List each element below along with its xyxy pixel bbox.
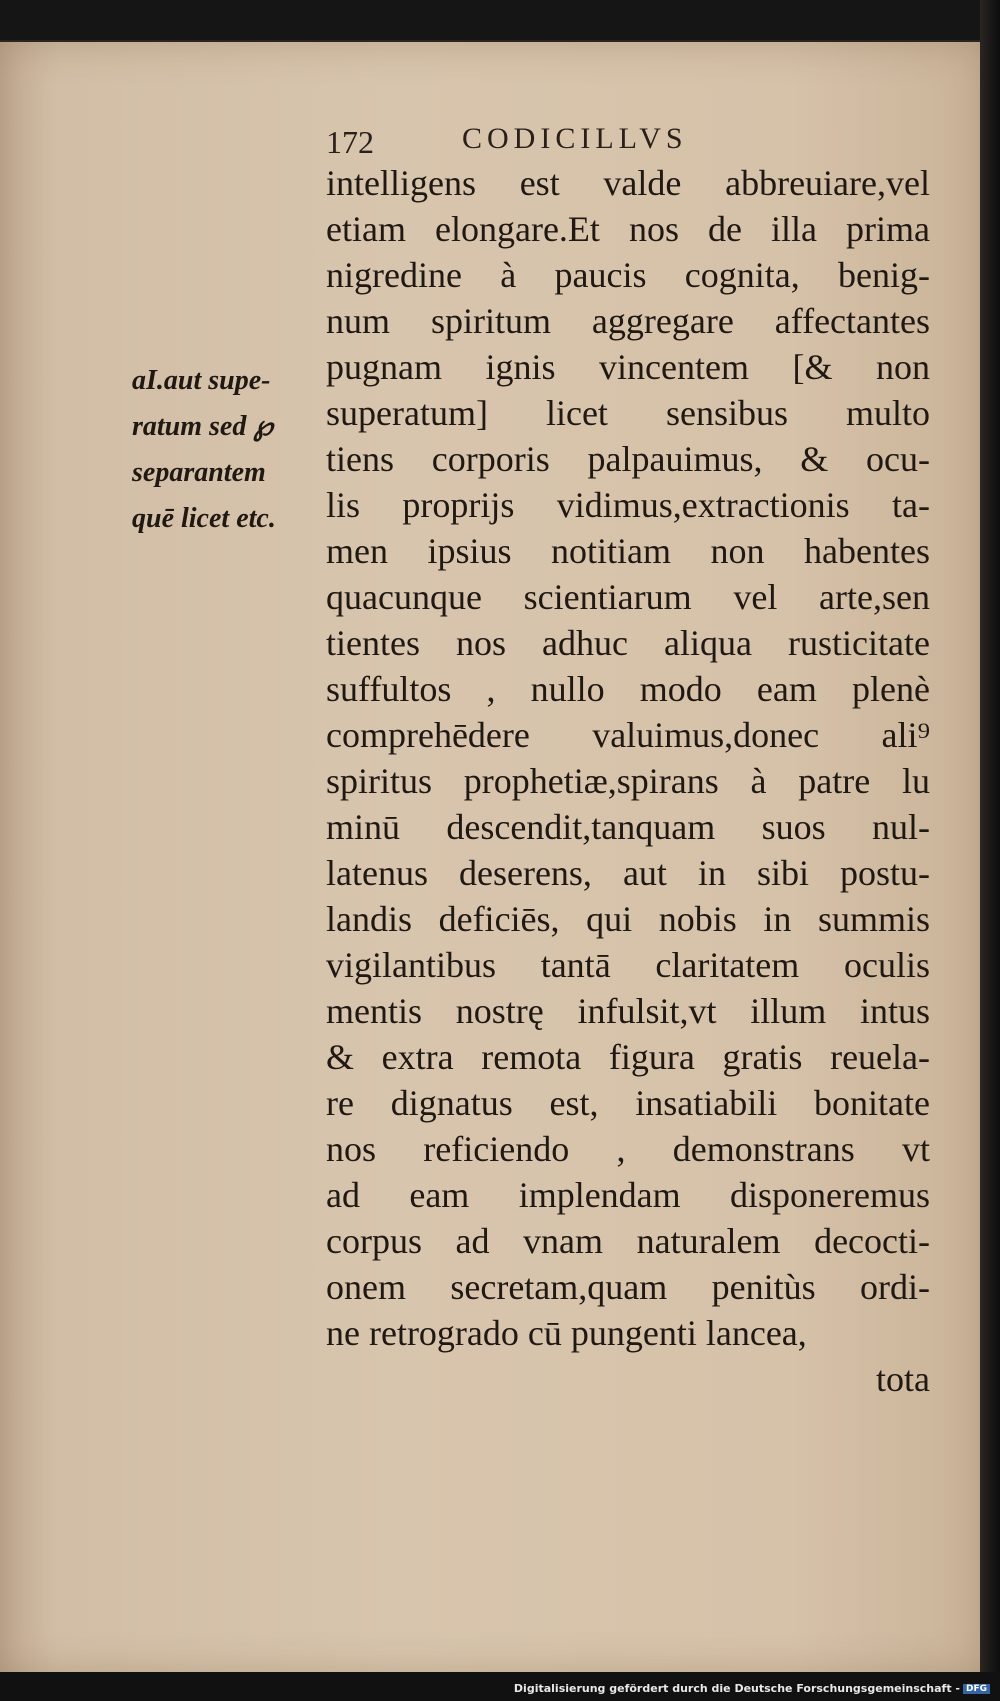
- marginal-note-line: separantem: [132, 457, 266, 488]
- text-line: nigredine à paucis cognita, benig-: [326, 255, 930, 295]
- text-line: superatum] licet sensibus multo: [326, 393, 930, 433]
- text-line: quacunque scientiarum vel arte,sen: [326, 577, 930, 617]
- text-line: onem secretam,quam penitùs ordi-: [326, 1267, 930, 1307]
- text-line: minū descendit,tanquam suos nul-: [326, 807, 930, 847]
- body-text: [326, 160, 930, 1402]
- binding-edge: [980, 0, 1000, 1701]
- text-line: ne retrogrado cū pungenti lancea,: [326, 1313, 807, 1353]
- credit-text: Digitalisierung gefördert durch die Deutsche Forschungsgemeinschaft -: [513, 1682, 960, 1695]
- running-title: CODICILLVS: [462, 122, 688, 155]
- text-line: num spiritum aggregare affectantes: [326, 301, 930, 341]
- marginal-note-line: aI.aut supe-: [132, 365, 271, 396]
- marginal-note-line: ratum sed ℘: [132, 411, 273, 442]
- text-line: etiam elongare.Et nos de illa prima: [326, 209, 930, 249]
- text-line: corpus ad vnam naturalem decocti-: [326, 1221, 930, 1261]
- text-line: tiens corporis palpauimus, & ocu-: [326, 439, 930, 479]
- text-line: spiritus prophetiæ,spirans à patre lu: [326, 761, 930, 801]
- marginal-note-line: quē licet etc.: [132, 503, 276, 534]
- text-line: lis proprijs vidimus,extractionis ta-: [326, 485, 930, 525]
- text-line: comprehēdere valuimus,donec ali⁹: [326, 715, 930, 755]
- text-line: & extra remota figura gratis reuela-: [326, 1037, 930, 1077]
- text-line: intelligens est valde abbreuiare,vel: [326, 163, 930, 203]
- text-line: men ipsius notitiam non habentes: [326, 531, 930, 571]
- text-line: vigilantibus tantā claritatem oculis: [326, 945, 930, 985]
- dfg-logo: DFG: [963, 1684, 990, 1694]
- text-line: nos reficiendo , demonstrans vt: [326, 1129, 930, 1169]
- text-line: latenus deserens, aut in sibi postu-: [326, 853, 930, 893]
- text-line: mentis nostrę infulsit,vt illum intus: [326, 991, 930, 1031]
- text-line: suffultos , nullo modo eam plenè: [326, 669, 930, 709]
- catchword: tota: [876, 1359, 930, 1399]
- text-line: pugnam ignis vincentem [& non: [326, 347, 930, 387]
- marginal-note: [132, 358, 276, 542]
- text-line: ad eam implendam disponeremus: [326, 1175, 930, 1215]
- text-line: re dignatus est, insatiabili bonitate: [326, 1083, 930, 1123]
- text-line: landis deficiēs, qui nobis in summis: [326, 899, 930, 939]
- page-number: 172: [326, 124, 374, 160]
- text-line: tientes nos adhuc aliqua rusticitate: [326, 623, 930, 663]
- digitization-credit: [514, 1682, 990, 1695]
